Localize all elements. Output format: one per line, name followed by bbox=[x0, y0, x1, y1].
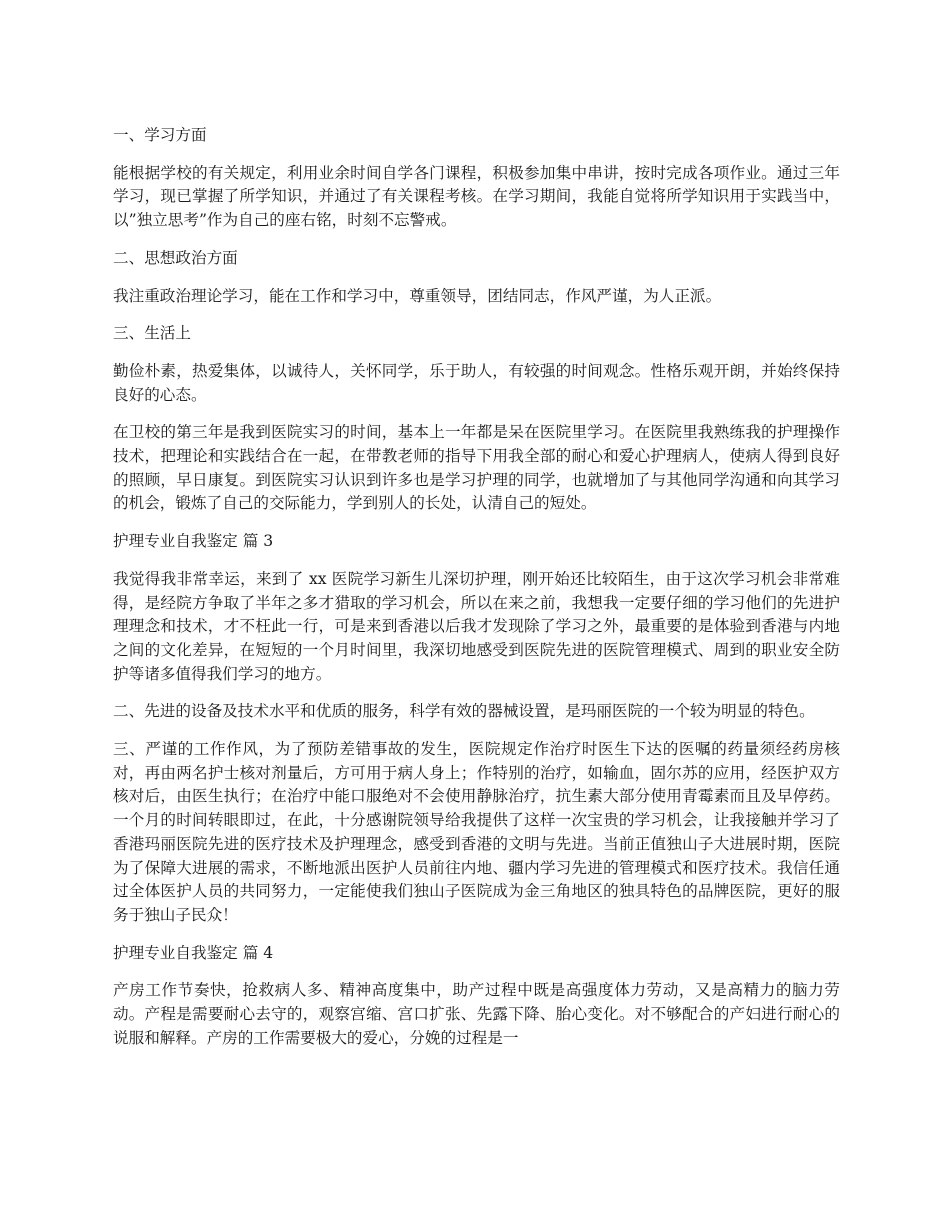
section-heading-life: 三、生活上 bbox=[113, 324, 191, 343]
paragraph-life: 勤俭朴素，热爱集体，以诚待人，关怀同学，乐于助人，有较强的时间观念。性格乐观开朗，并始终保持良好的心态。 bbox=[113, 361, 840, 404]
paragraph-equipment: 二、先进的设备及技术水平和优质的服务，科学有效的器械设置，是玛丽医院的一个较为明显的特色。 bbox=[113, 702, 815, 721]
paragraph-study: 能根据学校的有关规定，利用业余时间自学各门课程，积极参加集中串讲，按时完成各项作业。通过三年学习，现已掌握了所学知识，并通过了有关课程考核。在学习期间，我能自觉将所学知识用于实践当中，以”独立思考”作为自己的座右铭，时刻不忘警戒。 bbox=[113, 163, 840, 230]
section-heading-part-3: 护理专业自我鉴定 篇 3 bbox=[113, 532, 274, 551]
paragraph-politics: 我注重政治理论学习，能在工作和学习中，尊重领导，团结同志，作风严谨，为人正派。 bbox=[113, 286, 722, 305]
section-heading-politics: 二、思想政治方面 bbox=[113, 248, 238, 267]
section-heading-study: 一、学习方面 bbox=[113, 126, 207, 144]
paragraph-hong-kong-study: 我觉得我非常幸运，来到了 xx 医院学习新生儿深切护理，刚开始还比较陌生，由于这次学习机会非常难得，是经院方争取了半年之多才猎取的学习机会，所以在来之前，我想我一定要仔细的学习他们的先进护理理念和技术，才不枉此一行，可是来到香港以后我才发现除了学习之外，最重要的是体验到香港与内地之间的文化差异，在短短的一个月时间里，我深切地感受到医院先进的医院管理模式、周到的职业安全防护等诸多值得我们学习的地方。 bbox=[113, 569, 840, 683]
paragraph-delivery-room: 产房工作节奏快，抢救病人多、精神高度集中，助产过程中既是高强度体力劳动，又是高精力的脑力劳动。产程是需要耐心去守的，观察宫缩、宫口扩张、先露下降、胎心变化。对不够配合的产妇进行耐心的说服和解释。产房的工作需要极大的爱心，分娩的过程是一 bbox=[113, 981, 840, 1047]
paragraph-internship: 在卫校的第三年是我到医院实习的时间，基本上一年都是呆在医院里学习。在医院里我熟练我的护理操作技术，把理论和实践结合在一起，在带教老师的指导下用我全部的耐心和爱心护理病人，使病人得到良好的照顾，早日康复。到医院实习认识到许多也是学习护理的同学，也就增加了与其他同学沟通和向其学习的机会，锻炼了自己的交际能力，学到别人的长处，认清自己的短处。 bbox=[113, 423, 840, 513]
document-page bbox=[113, 124, 840, 1065]
paragraph-work-style: 三、严谨的工作作风，为了预防差错事故的发生，医院规定作治疗时医生下达的医嘱的药量须经药房核对，再由两名护士核对剂量后，方可用于病人身上；作特别的治疗，如输血，固尔苏的应用，经医护双方核对后，由医生执行；在治疗中能口服绝对不会使用静脉治疗，抗生素大部分使用青霉素而且及早停药。一个月的时间转眼即过，在此，十分感谢院领导给我提供了这样一次宝贵的学习机会，让我接触并学习了香港玛丽医院先进的医疗技术及护理理念，感受到香港的文明与先进。当前正值独山子大进展时期，医院为了保障大进展的需求，不断地派出医护人员前往内地、疆内学习先进的管理模式和医疗技术。我信任通过全体医护人员的共同努力，一定能使我们独山子医院成为金三角地区的独具特色的品牌医院，更好的服务于独山子民众！ bbox=[113, 740, 840, 924]
section-heading-part-4: 护理专业自我鉴定 篇 4 bbox=[113, 943, 274, 962]
